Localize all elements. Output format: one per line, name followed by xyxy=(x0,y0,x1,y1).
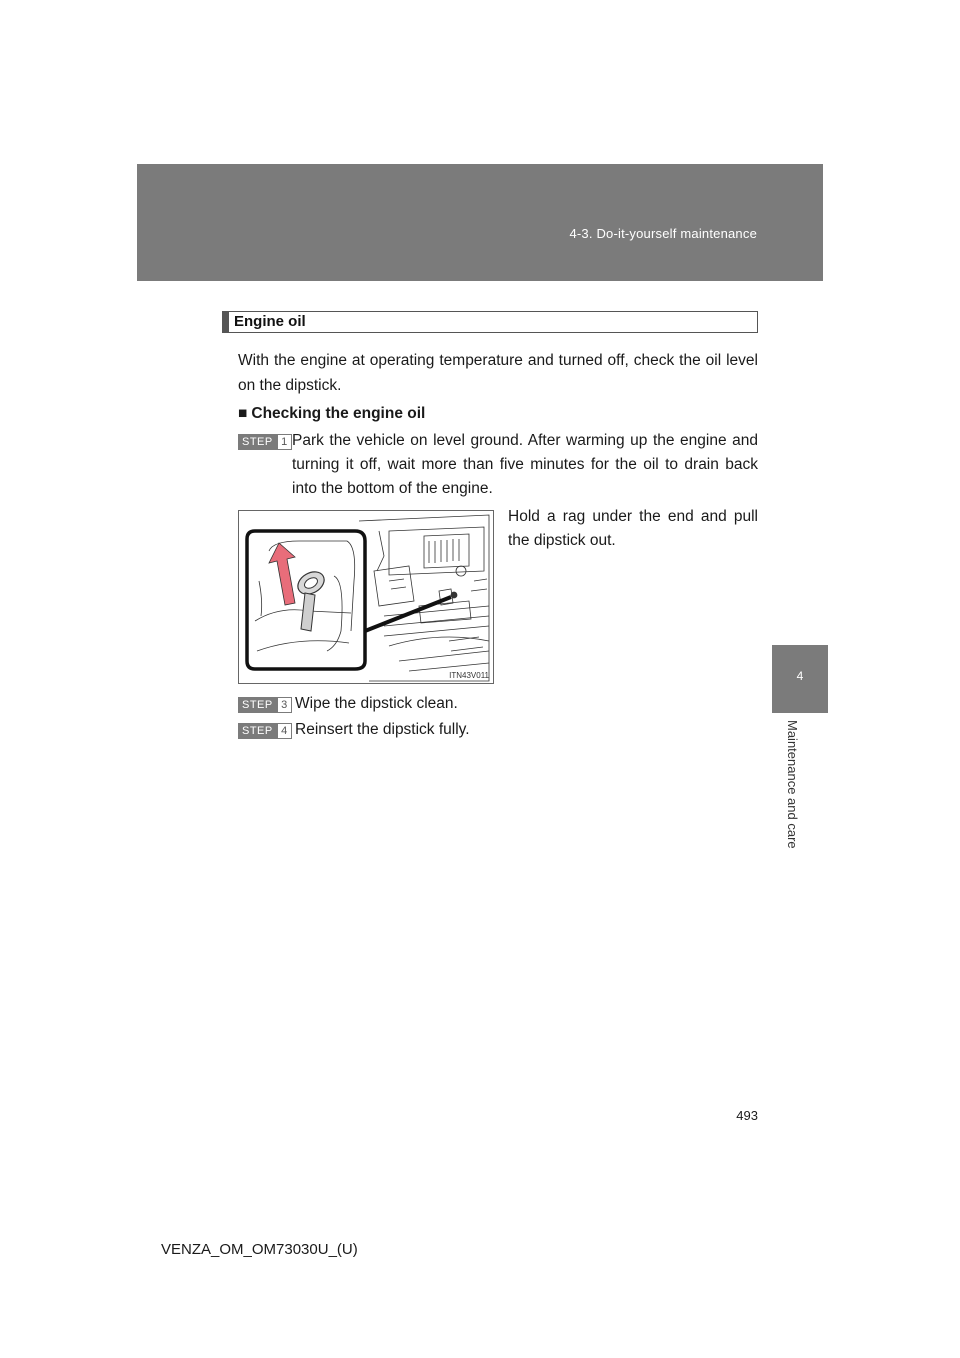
chapter-side-label: Maintenance and care xyxy=(785,720,800,849)
chapter-section-title: 4-3. Do-it-yourself maintenance xyxy=(569,226,757,241)
step-label: STEP xyxy=(238,697,277,713)
engine-bay-drawing xyxy=(239,511,493,683)
section-title: Engine oil xyxy=(234,313,306,330)
figure-code: ITN43V011 xyxy=(449,671,489,680)
step-label: STEP xyxy=(238,723,277,739)
step-badge-4 xyxy=(238,723,292,739)
step-number: 3 xyxy=(277,697,292,713)
step-3-text: Wipe the dipstick clean. xyxy=(295,695,458,712)
step-1-text: Park the vehicle on level ground. After warming up the engine and turning it off, wait more than five minutes for the oil to drain back into the bottom of the engine. xyxy=(292,432,758,497)
step-number: 4 xyxy=(277,723,292,739)
chapter-tab xyxy=(772,645,828,713)
step-2-text: Hold a rag under the end and pull the dipstick out. xyxy=(508,508,758,549)
subheading-text: Checking the engine oil xyxy=(251,405,426,422)
section-header xyxy=(222,311,758,333)
intro-paragraph: With the engine at operating temperature and turned off, check the oil level on the dipstick. xyxy=(238,352,758,394)
document-code: VENZA_OM_OM73030U_(U) xyxy=(161,1241,358,1258)
page-number: 493 xyxy=(736,1108,758,1123)
step-label: STEP xyxy=(238,434,277,450)
section-header-bar xyxy=(223,312,229,332)
engine-dipstick-illustration xyxy=(238,510,494,684)
subheading xyxy=(238,405,425,423)
chapter-number: 4 xyxy=(796,669,804,683)
step-number: 1 xyxy=(277,434,292,450)
step-badge-1 xyxy=(238,434,292,450)
step-badge-3 xyxy=(238,697,292,713)
header-band xyxy=(137,164,823,281)
square-bullet-icon: ■ xyxy=(238,405,248,422)
step-4-text: Reinsert the dipstick fully. xyxy=(295,721,470,738)
